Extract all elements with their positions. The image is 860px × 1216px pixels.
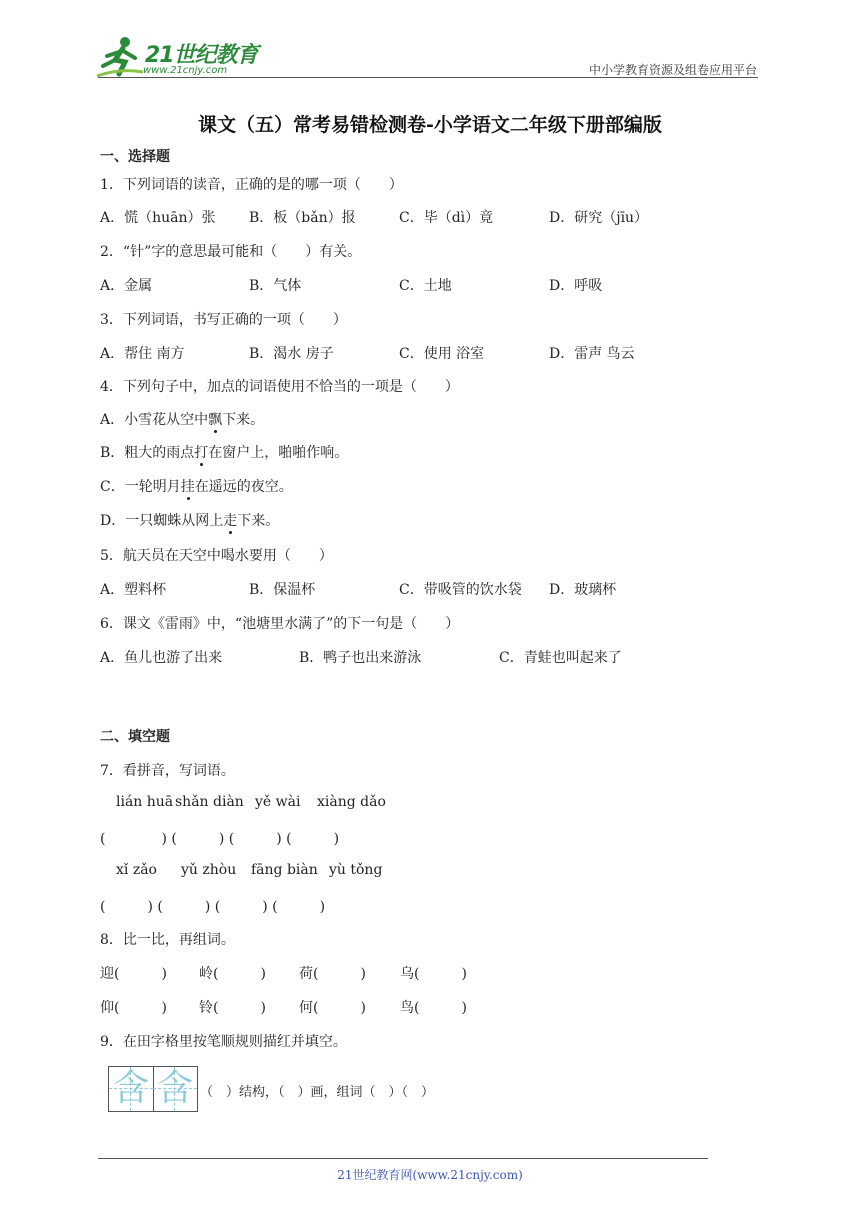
option-text: A．小雪花从空中 xyxy=(100,412,209,428)
footer-divider xyxy=(98,1158,708,1159)
question-4-option-c[interactable] xyxy=(100,476,293,496)
option-text: 下来。 xyxy=(222,412,265,428)
section-heading-fill: 二、填空题 xyxy=(100,729,170,745)
compare-item[interactable]: 鸟( ) xyxy=(400,1000,467,1016)
question-1-option-a[interactable]: A．慌（huān）张 xyxy=(100,210,216,226)
runner-logo-icon xyxy=(95,36,145,80)
question-5-option-a[interactable]: A．塑料杯 xyxy=(100,582,167,598)
page-title: 课文（五）常考易错检测卷-小学语文二年级下册部编版 xyxy=(198,114,662,136)
compare-item[interactable]: 荷( ) xyxy=(299,966,366,982)
question-1-stem: 1．下列词语的读音，正确的是的哪一项（ ） xyxy=(100,177,403,193)
dotted-word: 走 xyxy=(223,510,237,530)
question-2-option-c[interactable]: C．土地 xyxy=(399,278,452,294)
question-9-stem: 9．在田字格里按笔顺规则描红并填空。 xyxy=(100,1034,347,1050)
question-6-option-c[interactable]: C．青蛙也叫起来了 xyxy=(499,650,622,666)
dotted-word: 打 xyxy=(194,442,208,462)
pinyin-item: fāng biàn xyxy=(251,862,318,878)
compare-item[interactable]: 迎( ) xyxy=(100,966,167,982)
question-3-option-b[interactable]: B．渴水 房子 xyxy=(249,346,334,362)
question-5-stem: 5．航天员在天空中喝水要用（ ） xyxy=(100,548,333,564)
pinyin-item: lián huā xyxy=(116,794,174,810)
pinyin-item: xǐ zǎo xyxy=(116,862,157,878)
option-text: 下来。 xyxy=(237,513,280,529)
option-text: D．一只蜘蛛从网上 xyxy=(100,513,224,529)
question-6-option-a[interactable]: A．鱼儿也游了出来 xyxy=(100,650,223,666)
question-3-option-c[interactable]: C．使用 浴室 xyxy=(399,346,485,362)
option-text: 在遥远的夜空。 xyxy=(194,479,293,495)
answer-blanks[interactable]: ( ) ( ) ( ) ( ) xyxy=(100,899,326,915)
header-divider xyxy=(98,77,758,78)
question-6-stem: 6．课文《雷雨》中，“池塘里水满了”的下一句是（ ） xyxy=(100,616,460,632)
pinyin-item: yǔ zhòu xyxy=(181,862,237,878)
footer-link[interactable]: 21世纪教育网(www.21cnjy.com) xyxy=(337,1168,523,1182)
option-text: 在窗户上，啪啪作响。 xyxy=(208,445,349,461)
tianzige-grid xyxy=(108,1066,198,1112)
tianzige-cell xyxy=(109,1067,154,1111)
question-1-option-d[interactable]: D．研究（jīu） xyxy=(549,210,649,226)
compare-item[interactable]: 岭( ) xyxy=(199,966,266,982)
question-5-option-c[interactable]: C．带吸管的饮水袋 xyxy=(399,582,522,598)
question-5-option-b[interactable]: B．保温杯 xyxy=(249,582,316,598)
question-2-option-b[interactable]: B．气体 xyxy=(249,278,302,294)
logo-text: 21世纪教育 xyxy=(145,43,258,68)
question-6-option-b[interactable]: B．鸭子也出来游泳 xyxy=(299,650,422,666)
question-4-option-d[interactable] xyxy=(100,510,279,530)
compare-item[interactable]: 何( ) xyxy=(299,1000,366,1016)
site-logo xyxy=(95,36,265,80)
question-4-option-b[interactable] xyxy=(100,442,348,462)
question-5-option-d[interactable]: D．玻璃杯 xyxy=(549,582,617,598)
platform-name: 中小学教育资源及组卷应用平台 xyxy=(588,63,757,77)
trace-character: 含 xyxy=(156,1068,193,1109)
question-1-option-c[interactable]: C．毕（dì）竟 xyxy=(399,210,494,226)
pinyin-item: yě wài xyxy=(255,794,301,810)
section-heading-choice: 一、选择题 xyxy=(100,149,170,165)
question-2-stem: 2．“针”字的意思最可能和（ ）有关。 xyxy=(100,244,362,260)
compare-item[interactable]: 铃( ) xyxy=(199,1000,266,1016)
compare-item[interactable]: 仰( ) xyxy=(100,1000,167,1016)
question-4-option-a[interactable] xyxy=(100,409,264,429)
question-3-option-a[interactable]: A．帮住 南方 xyxy=(100,346,185,362)
dotted-word: 挂 xyxy=(181,476,195,496)
option-text: C．一轮明月 xyxy=(100,479,181,495)
question-3-stem: 3．下列词语，书写正确的一项（ ） xyxy=(100,312,347,328)
answer-blanks[interactable]: ( ) ( ) ( ) ( ) xyxy=(100,831,340,847)
question-8-stem: 8．比一比，再组词。 xyxy=(100,932,235,948)
tianzige-cell xyxy=(153,1067,197,1111)
compare-item[interactable]: 乌( ) xyxy=(400,966,467,982)
question-1-option-b[interactable]: B．板（bǎn）报 xyxy=(249,210,356,226)
logo-url: www.21cnjy.com xyxy=(143,65,228,76)
question-7-stem: 7．看拼音，写词语。 xyxy=(100,763,235,779)
question-9-fill[interactable]: （ ）结构，（ ）画，组词（ ）（ ） xyxy=(200,1085,435,1100)
option-text: B．粗大的雨点 xyxy=(100,445,195,461)
question-3-option-d[interactable]: D．雷声 鸟云 xyxy=(549,346,635,362)
dotted-word: 飘 xyxy=(208,409,222,429)
trace-character: 含 xyxy=(112,1068,149,1109)
question-4-stem: 4．下列句子中，加点的词语使用不恰当的一项是（ ） xyxy=(100,379,459,395)
question-2-option-d[interactable]: D．呼吸 xyxy=(549,278,603,294)
question-2-option-a[interactable]: A．金属 xyxy=(100,278,153,294)
pinyin-item: yù tǒng xyxy=(329,862,383,878)
pinyin-item: xiàng dǎo xyxy=(317,794,386,810)
pinyin-item: shǎn diàn xyxy=(175,794,244,810)
